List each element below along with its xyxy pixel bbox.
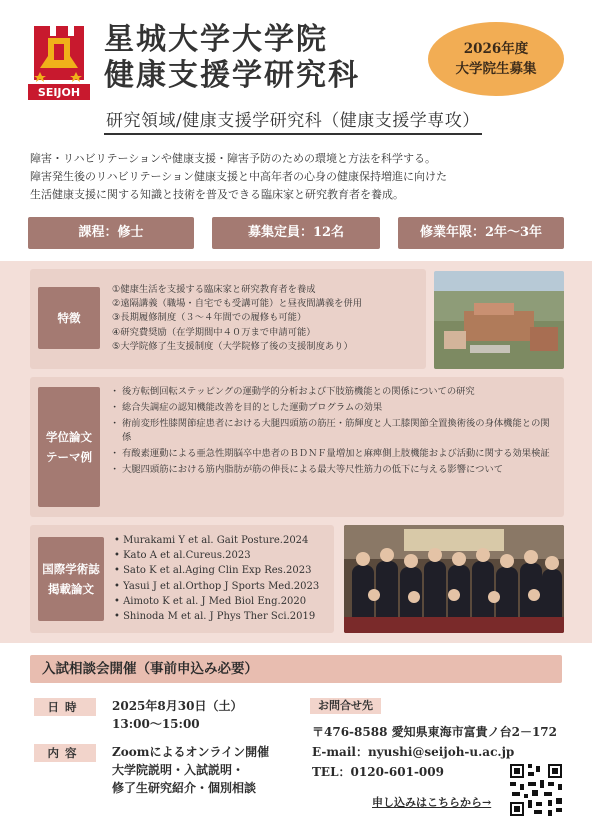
intro-text bbox=[30, 150, 570, 204]
badge-year: 2026年度 bbox=[463, 41, 529, 57]
logo-text: SEIJOH bbox=[37, 86, 81, 99]
title-line-2: 健康支援学研究科 bbox=[104, 58, 360, 93]
publication-item: • Yasui J et al.Orthop J Sports Med.2023 bbox=[114, 580, 320, 592]
publications-label-line-2: 掲載論文 bbox=[48, 582, 94, 596]
themes-list bbox=[112, 385, 552, 479]
program-details bbox=[0, 261, 592, 643]
consultation-content bbox=[112, 743, 269, 797]
features-label: 特徴 bbox=[38, 287, 100, 349]
group-photo-image bbox=[344, 525, 564, 633]
intro-line-2: 障害発生後のリハビリテーション健康支援と中高年者の心身の健康保持増進に向けた bbox=[30, 170, 448, 183]
qr-code-icon[interactable] bbox=[508, 762, 564, 818]
campus-photo bbox=[434, 271, 564, 369]
themes-card bbox=[30, 377, 564, 517]
capacity-pill: 募集定員：12名 bbox=[212, 217, 380, 249]
consultation-time: 13:00～15:00 bbox=[112, 717, 200, 731]
content-label: 内容 bbox=[34, 744, 96, 762]
publication-item: • Aimoto K et al. J Med Biol Eng.2020 bbox=[114, 595, 307, 607]
theme-item: ・ 総合失調症の認知機能改善を目的とした運動プログラムの効果 bbox=[112, 401, 552, 415]
publication-item: • Kato A et al.Cureus.2023 bbox=[114, 550, 251, 562]
consultation-date: 2025年8月30日（土） bbox=[112, 699, 243, 713]
themes-label-line-2: テーマ例 bbox=[46, 450, 92, 464]
themes-label-line-1: 学位論文 bbox=[46, 430, 92, 444]
content-line: Zoomによるオンライン開催 bbox=[112, 745, 270, 759]
content-line: 修了生研究紹介・個別相談 bbox=[112, 781, 257, 795]
theme-item: ・ 術前変形性膝関節症患者における大腿四頭筋の筋圧・筋輝度と人工膝関節全置換術後の身体機能との関係 bbox=[112, 417, 552, 445]
years-pill: 修業年限：2年～3年 bbox=[398, 217, 564, 249]
group-photo bbox=[344, 525, 564, 633]
publications-label-line-1: 国際学術誌 bbox=[42, 562, 100, 576]
consultation-datetime bbox=[112, 697, 242, 733]
contact-address: 〒476-8588 愛知県東海市富貴ノ台2－172 bbox=[312, 725, 558, 739]
theme-item: ・ 後方転倒回転ステッピングの運動学的分析および下肢筋機能との関係についての研究 bbox=[112, 385, 552, 399]
publications-label bbox=[38, 537, 104, 621]
apply-link[interactable]: 申し込みはこちらから→ bbox=[372, 796, 492, 809]
publications-card bbox=[30, 525, 334, 633]
features-card bbox=[30, 269, 426, 369]
themes-label bbox=[38, 387, 100, 507]
theme-item: ・ 有酸素運動による亜急性期脳卒中患者のＢＤＮＦ量増加と麻痺側上肢機能および活動に関する効果検証 bbox=[112, 447, 552, 461]
contact-email[interactable]: E-mail：nyushi@seijoh-u.ac.jp bbox=[312, 745, 515, 759]
publication-item: • Shinoda M et al. J Phys Ther Sci.2019 bbox=[114, 611, 316, 623]
header bbox=[0, 0, 592, 140]
program-summary bbox=[28, 217, 564, 249]
feature-item: ④研究費奨励（在学期間中４０万まで申請可能） bbox=[112, 326, 316, 338]
page-subtitle: 研究領域/健康支援学研究科（健康支援学専攻） bbox=[104, 106, 482, 135]
date-label: 日時 bbox=[34, 698, 96, 716]
feature-item: ⑤大学院修了生支援制度（大学院修了後の支援制度あり） bbox=[112, 340, 353, 352]
feature-item: ②遠隔講義（職場・自宅でも受講可能）と昼夜間講義を併用 bbox=[112, 298, 363, 310]
publications-list bbox=[114, 533, 319, 624]
publication-item: • Murakami Y et al. Gait Posture.2024 bbox=[114, 535, 309, 546]
intro-line-3: 生活健康支援に関する知識と技術を普及できる臨床家と研究教育者を養成。 bbox=[30, 188, 404, 201]
badge-text: 大学院生募集 bbox=[455, 61, 537, 77]
intro-line-1: 障害・リハビリテーションや健康支援・障害予防のための環境と方法を科学する。 bbox=[30, 152, 437, 165]
course-pill: 課程：修士 bbox=[28, 217, 194, 249]
title-line-1: 星城大学大学院 bbox=[104, 22, 328, 57]
recruitment-badge bbox=[428, 22, 564, 96]
publication-item: • Sato K et al.Aging Clin Exp Res.2023 bbox=[114, 565, 312, 577]
content-line: 大学院説明・入試説明・ bbox=[112, 763, 245, 777]
contact-tel[interactable]: TEL：0120-601-009 bbox=[312, 765, 444, 779]
feature-item: ③長期履修制度（３～４年間での履修も可能） bbox=[112, 312, 307, 324]
feature-item: ①健康生活を支援する臨床家と研究教育者を養成 bbox=[112, 284, 316, 295]
features-list bbox=[112, 283, 362, 354]
theme-item: ・ 大腿四頭筋における筋内脂肪が筋の伸長による最大等尺性筋力の低下に与える影響について bbox=[112, 463, 552, 477]
consultation-heading: 入試相談会開催（事前申込み必要） bbox=[30, 655, 562, 683]
university-logo-icon bbox=[26, 22, 92, 102]
page-title bbox=[104, 22, 360, 94]
campus-aerial-image bbox=[434, 271, 564, 369]
contact-label: お問合せ先 bbox=[310, 698, 381, 714]
